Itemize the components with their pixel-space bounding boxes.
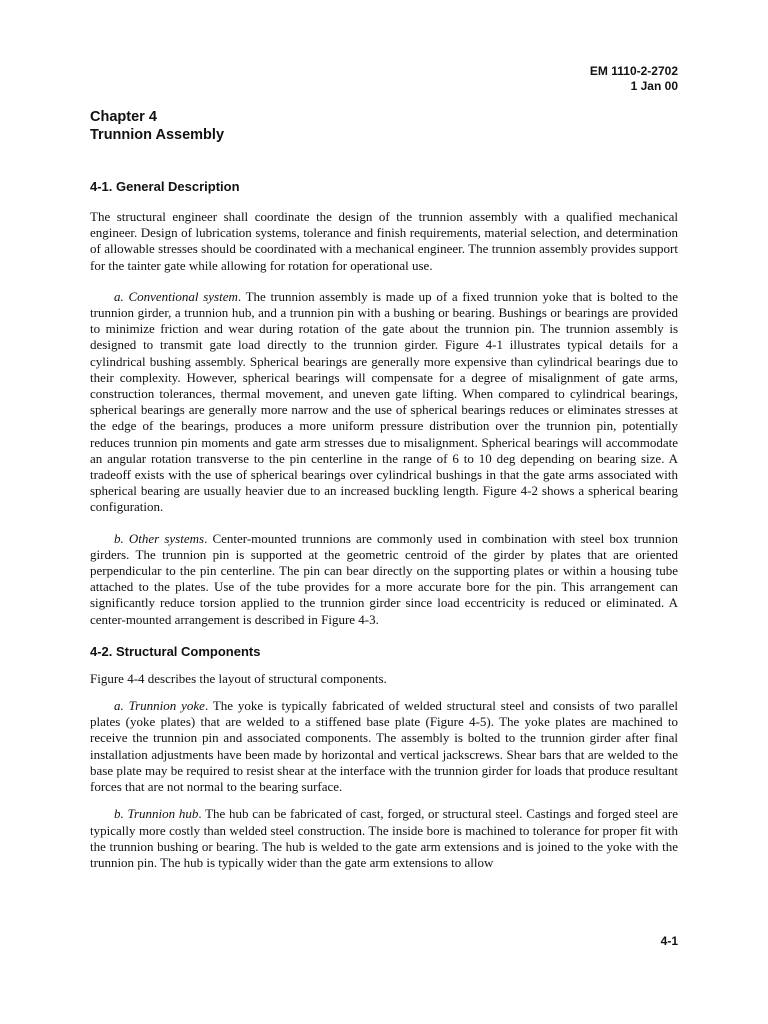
paragraph-trunnion-yoke <box>90 698 678 795</box>
paragraph-lead-trunnion-hub: b. Trunnion hub <box>114 806 199 822</box>
page-number: 4-1 <box>660 934 678 948</box>
paragraph-body-other-systems: . Center-mounted trunnions are commonly used in combination with steel box trunnion girders. The trunnion pin is supported at the geometric centroid of the girder by plates that are oriented perpendicular to the pin centerline. The pin can bear directly on the supporting plates or within a housing tube attached to the plates. Use of the tube provides for a more accurate bore for the pin. This arrangement can significantly reduce torsion applied to the trunnion girder since load eccentricity is reduced or eliminated. A center-mounted arrangement is described in Figure 4-3. <box>90 530 679 627</box>
paragraph-other-systems <box>90 531 678 628</box>
page-content <box>90 178 678 871</box>
chapter-heading <box>90 108 224 144</box>
chapter-title: Trunnion Assembly <box>90 127 225 143</box>
paragraph-body-trunnion-hub: . The hub can be fabricated of cast, forged, or structural steel. Castings and forged steel are typically more costly than welded steel construction. The inside bore is machined to tolerance for proper fit with the trunnion bushing or bearing. The hub is welded to the gate arm extensions and is joined to the yoke with the trunnion pin. The hub is typically wider than the gate arm extensions to allow <box>90 806 678 870</box>
document-date: 1 Jan 00 <box>630 79 678 93</box>
section-4-1-intro: The structural engineer shall coordinate the design of the trunnion assembly with a qualified mechanical engineer. Design of lubrication systems, tolerance and finish requirements, material selection, and determination of allowable stresses should be coordinated with a mechanical engineer. The trunnion assembly provides support for the tainter gate while allowing for rotation for operational use. <box>90 209 678 273</box>
section-heading-4-1: 4-1. General Description <box>90 179 240 194</box>
paragraph-trunnion-hub <box>90 806 678 871</box>
paragraph-lead-trunnion-yoke: a. Trunnion yoke <box>114 698 205 714</box>
document-header <box>590 64 678 94</box>
paragraph-body-conventional-system: . The trunnion assembly is made up of a fixed trunnion yoke that is bolted to the trunnion girder, a trunnion hub, and a trunnion pin with a bushing or bearing. Bushings or bearings are provided to minimize friction and wear during rotation of the gate about the trunnion pin. The trunnion assembly is designed to transmit gate load directly to the trunnion girder. Figure 4-1 illustrates typical details for a cylindrical bushing assembly. Spherical bearings are generally more expensive than cylindrical bearings due to their complexity. However, spherical bearings will compensate for a degree of misalignment of gate arms, construction tolerances, thermal movement, and uneven gate lifting. When compared to cylindrical bearings, spherical bearings are generally more narrow and the use of spherical bearings reduces or eliminates stresses at the edge of the bearings, produces a more uniform pressure distribution over the trunnion pin, potentially reduces trunnion pin moments and gate arm stresses due to misalignment. Spherical bearings will accommodate an angular rotation transverse to the pin centerline in the range of 6 to 10 deg depending on bearing size. A tradeoff exists with the use of spherical bearings over cylindrical bushings in that the gate arms associated with spherical bearing are usually heavier due to an increased buckling length. Figure 4-2 shows a spherical bearing configuration. <box>90 288 678 515</box>
section-heading-4-2: 4-2. Structural Components <box>90 643 261 659</box>
paragraph-conventional-system <box>90 289 678 516</box>
section-4-2-intro: Figure 4-4 describes the layout of structural components. <box>90 670 387 686</box>
paragraph-body-trunnion-yoke: . The yoke is typically fabricated of welded structural steel and consists of two parallel plates (yoke plates) that are welded to a stiffened base plate (Figure 4-5). The yoke plates are machined to receive the trunnion pin and associated components. The assembly is bolted to the trunnion girder after final installation adjustments have been made by horizontal and vertical jackscrews. Shear bars that are welded to the base plate may be required to resist shear at the interface with the trunnion girder for loads that produce resultant forces that are not normal to the bearing surface. <box>90 698 678 795</box>
paragraph-lead-other-systems: b. Other systems <box>114 530 205 546</box>
document-id: EM 1110-2-2702 <box>589 64 678 78</box>
paragraph-lead-conventional-system: a. Conventional system <box>114 288 238 304</box>
chapter-number: Chapter 4 <box>90 109 157 125</box>
